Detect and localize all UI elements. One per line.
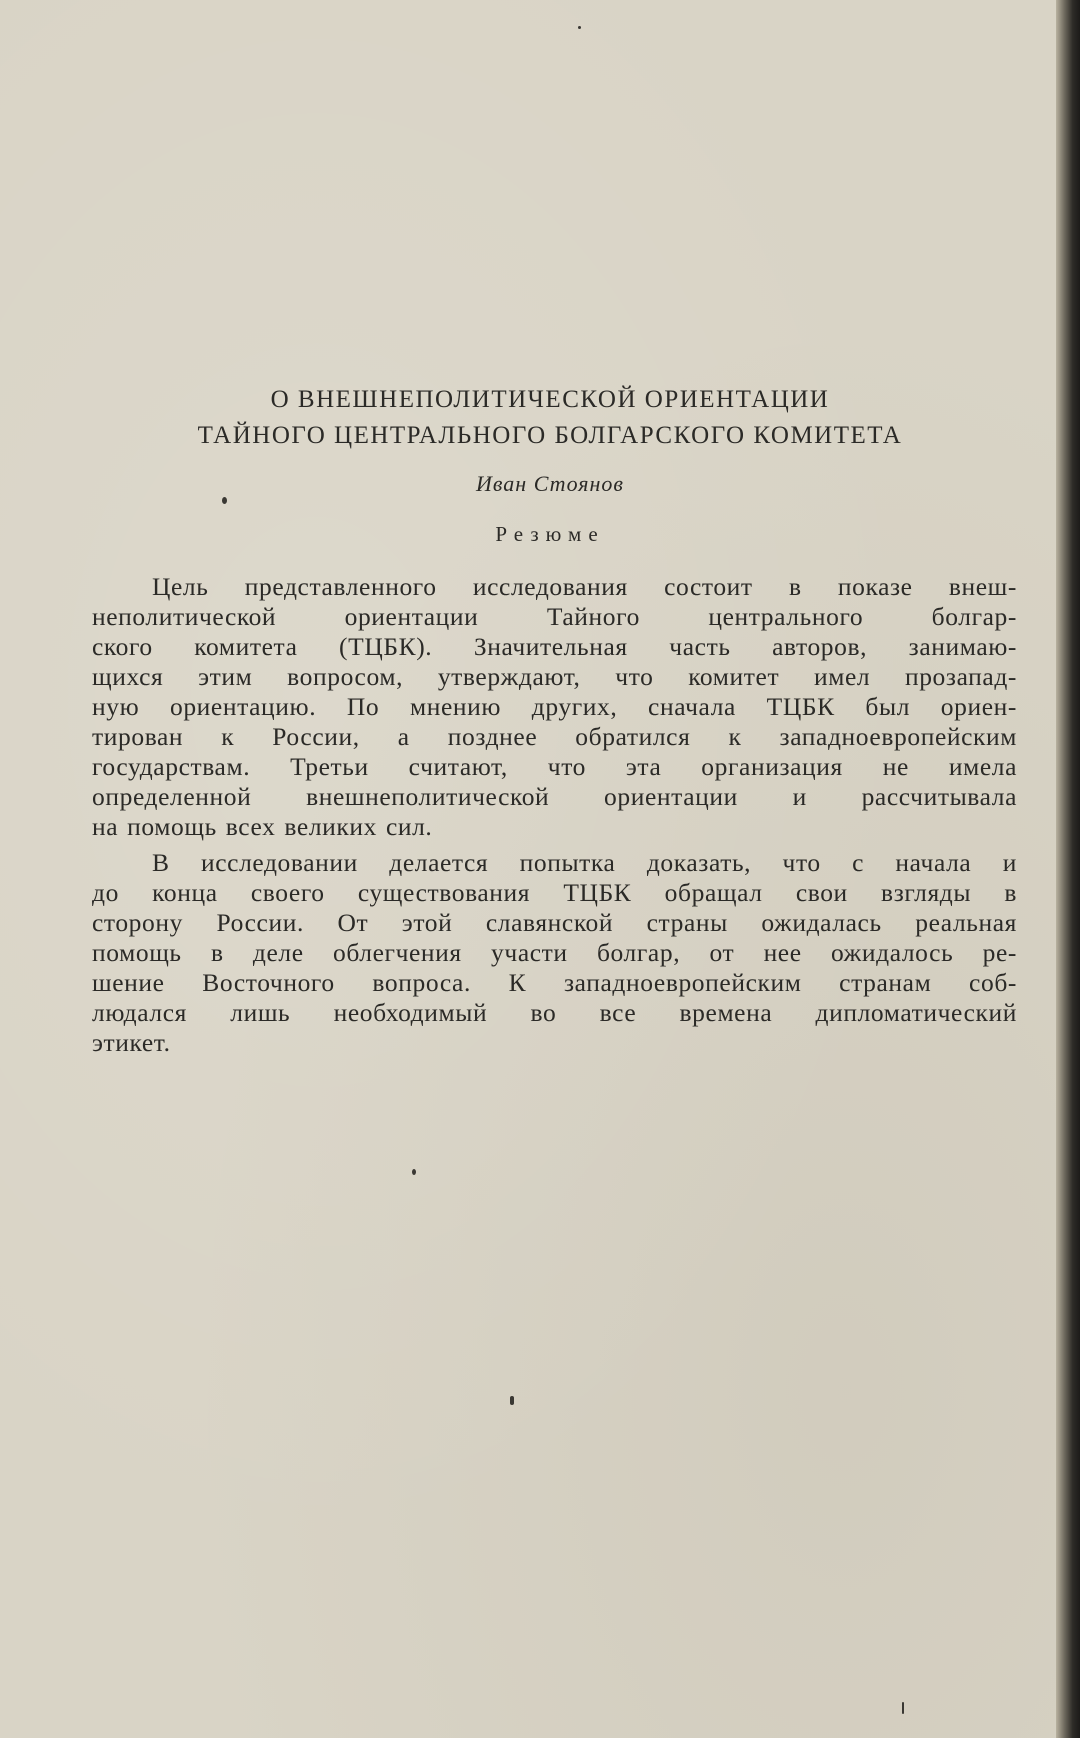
- paragraph-line: щихся этим вопросом, утверждают, что комитет имел прозапад-: [92, 662, 1017, 691]
- paragraph-line: шение Восточного вопроса. К западноевропейским странам соб-: [92, 968, 1017, 997]
- paragraph-line: до конца своего существования ТЦБК обращал свои взгляды в: [92, 878, 1017, 907]
- paragraph-line: ского комитета (ТЦБК). Значительная часть авторов, занимаю-: [92, 632, 1017, 661]
- author-name: Иван Стоянов: [476, 471, 624, 496]
- paragraph-line: Цель представленного исследования состоит в показе внеш-: [152, 572, 1017, 601]
- paragraph-line: на помощь всех великих сил.: [92, 812, 433, 841]
- ink-speck: [510, 1396, 514, 1405]
- paragraph-line: сторону России. От этой славянской страны ожидалась реальная: [92, 908, 1017, 937]
- paragraph-line: неполитической ориентации Тайного центрального болгар-: [92, 602, 1017, 631]
- paragraph-line: государствам. Третьи считают, что эта организация не имела: [92, 752, 1017, 781]
- paragraph-line: этикет.: [92, 1028, 171, 1057]
- title-line-1: О ВНЕШНЕПОЛИТИЧЕСКОЙ ОРИЕНТАЦИИ: [270, 386, 830, 413]
- title-line-2: ТАЙНОГО ЦЕНТРАЛЬНОГО БОЛГАРСКОГО КОМИТЕТА: [197, 422, 903, 449]
- paragraph-line: помощь в деле облегчения участи болгар, от нее ожидалось ре-: [92, 938, 1017, 967]
- book-edge-shadow: [1056, 0, 1080, 1738]
- paragraph-line: тирован к России, а позднее обратился к западноевропейским: [92, 722, 1017, 751]
- ink-speck: [412, 1169, 416, 1175]
- paragraph-line: определенной внешнеполитической ориентации и рассчитывала: [92, 782, 1017, 811]
- ink-speck: [578, 26, 581, 29]
- paragraph-line: В исследовании делается попытка доказать, что с начала и: [152, 848, 1017, 877]
- paragraph-1: [92, 572, 1017, 842]
- paragraph-line: ную ориентацию. По мнению других, сначала ТЦБК был ориен-: [92, 692, 1017, 721]
- ink-speck: [902, 1702, 904, 1714]
- section-heading: Резюме: [495, 522, 605, 546]
- paragraph-2: [92, 848, 1017, 1058]
- article-title: [130, 382, 970, 454]
- paragraph-line: людался лишь необходимый во все времена дипломатический: [92, 998, 1017, 1027]
- ink-speck: [222, 497, 227, 504]
